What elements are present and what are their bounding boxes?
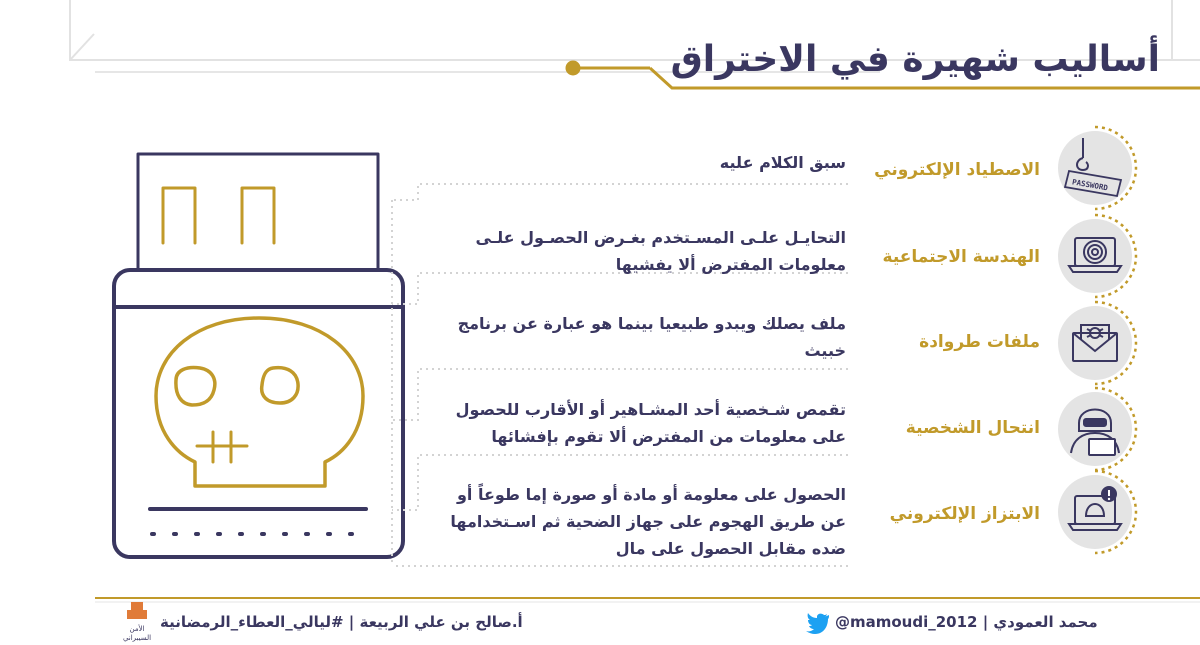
category-label-phishing: الاصطياد الإلكتروني (874, 160, 1040, 180)
description-phishing (430, 149, 846, 176)
blackmail-laptop-icon (1058, 471, 1136, 553)
description-line: ضده مقابل الحصول على مال (615, 539, 846, 558)
category-label-impersonation: انتحال الشخصية (905, 418, 1040, 438)
logo-text-1: الأمن (129, 625, 145, 633)
hacker-laptop-icon (1058, 388, 1136, 470)
description-line: على معلومات من المفترض ألا تقوم بإفشائها (491, 427, 846, 446)
twitter-icon (806, 613, 829, 634)
description-trojans (430, 310, 846, 364)
category-label-blackmail: الابتزاز الإلكتروني (889, 504, 1040, 524)
header-gold-dot (566, 61, 581, 76)
author-name: محمد العمودي | (982, 613, 1098, 631)
phishing-hook-icon (1058, 127, 1136, 209)
category-icons (1058, 127, 1136, 553)
page-title: أساليب شهيرة في الاختراق (670, 39, 1160, 80)
cyber-security-logo (123, 602, 151, 642)
footer-presenter-credit: أ.صالح بن علي الربيعة | #ليالي_العطاء_الرمضانية (160, 613, 523, 631)
description-line: الحصول على معلومة أو مادة أو صورة إما طوعاً أو (456, 485, 846, 504)
virus-envelope-icon (1058, 302, 1136, 384)
logo-text-2: السيبراني (122, 634, 152, 642)
footer-author-credit (835, 609, 1130, 635)
description-line: تقمص شـخصية أحد المشـاهير أو الأقارب للحصول (455, 400, 846, 419)
password-tag-text: PASSWORD (1071, 177, 1109, 193)
description-line: خبيث (804, 341, 846, 360)
description-line: سبق الكلام عليه (719, 153, 846, 172)
description-line: معلومات المفترض ألا يفشيها (615, 255, 846, 274)
description-social-engineering (430, 224, 846, 278)
usb-skull-illustration (114, 154, 403, 557)
twitter-handle[interactable]: @mamoudi_2012 (835, 613, 978, 631)
fingerprint-laptop-icon (1058, 215, 1136, 297)
description-line: التحايـل علـى المسـتخدم بغـرض الحصـول علـى (475, 228, 846, 247)
description-impersonation (430, 396, 846, 450)
category-label-trojans: ملفات طروادة (919, 332, 1040, 352)
description-line: عن طريق الهجوم على جهاز الضحية ثم اسـتخدامها (450, 512, 846, 531)
footer-lines (95, 598, 1200, 602)
description-blackmail (430, 481, 846, 562)
category-label-social-engineering: الهندسة الاجتماعية (882, 247, 1040, 267)
description-line: ملف يصلك ويبدو طبيعيا بينما هو عبارة عن برنامج (457, 314, 846, 333)
